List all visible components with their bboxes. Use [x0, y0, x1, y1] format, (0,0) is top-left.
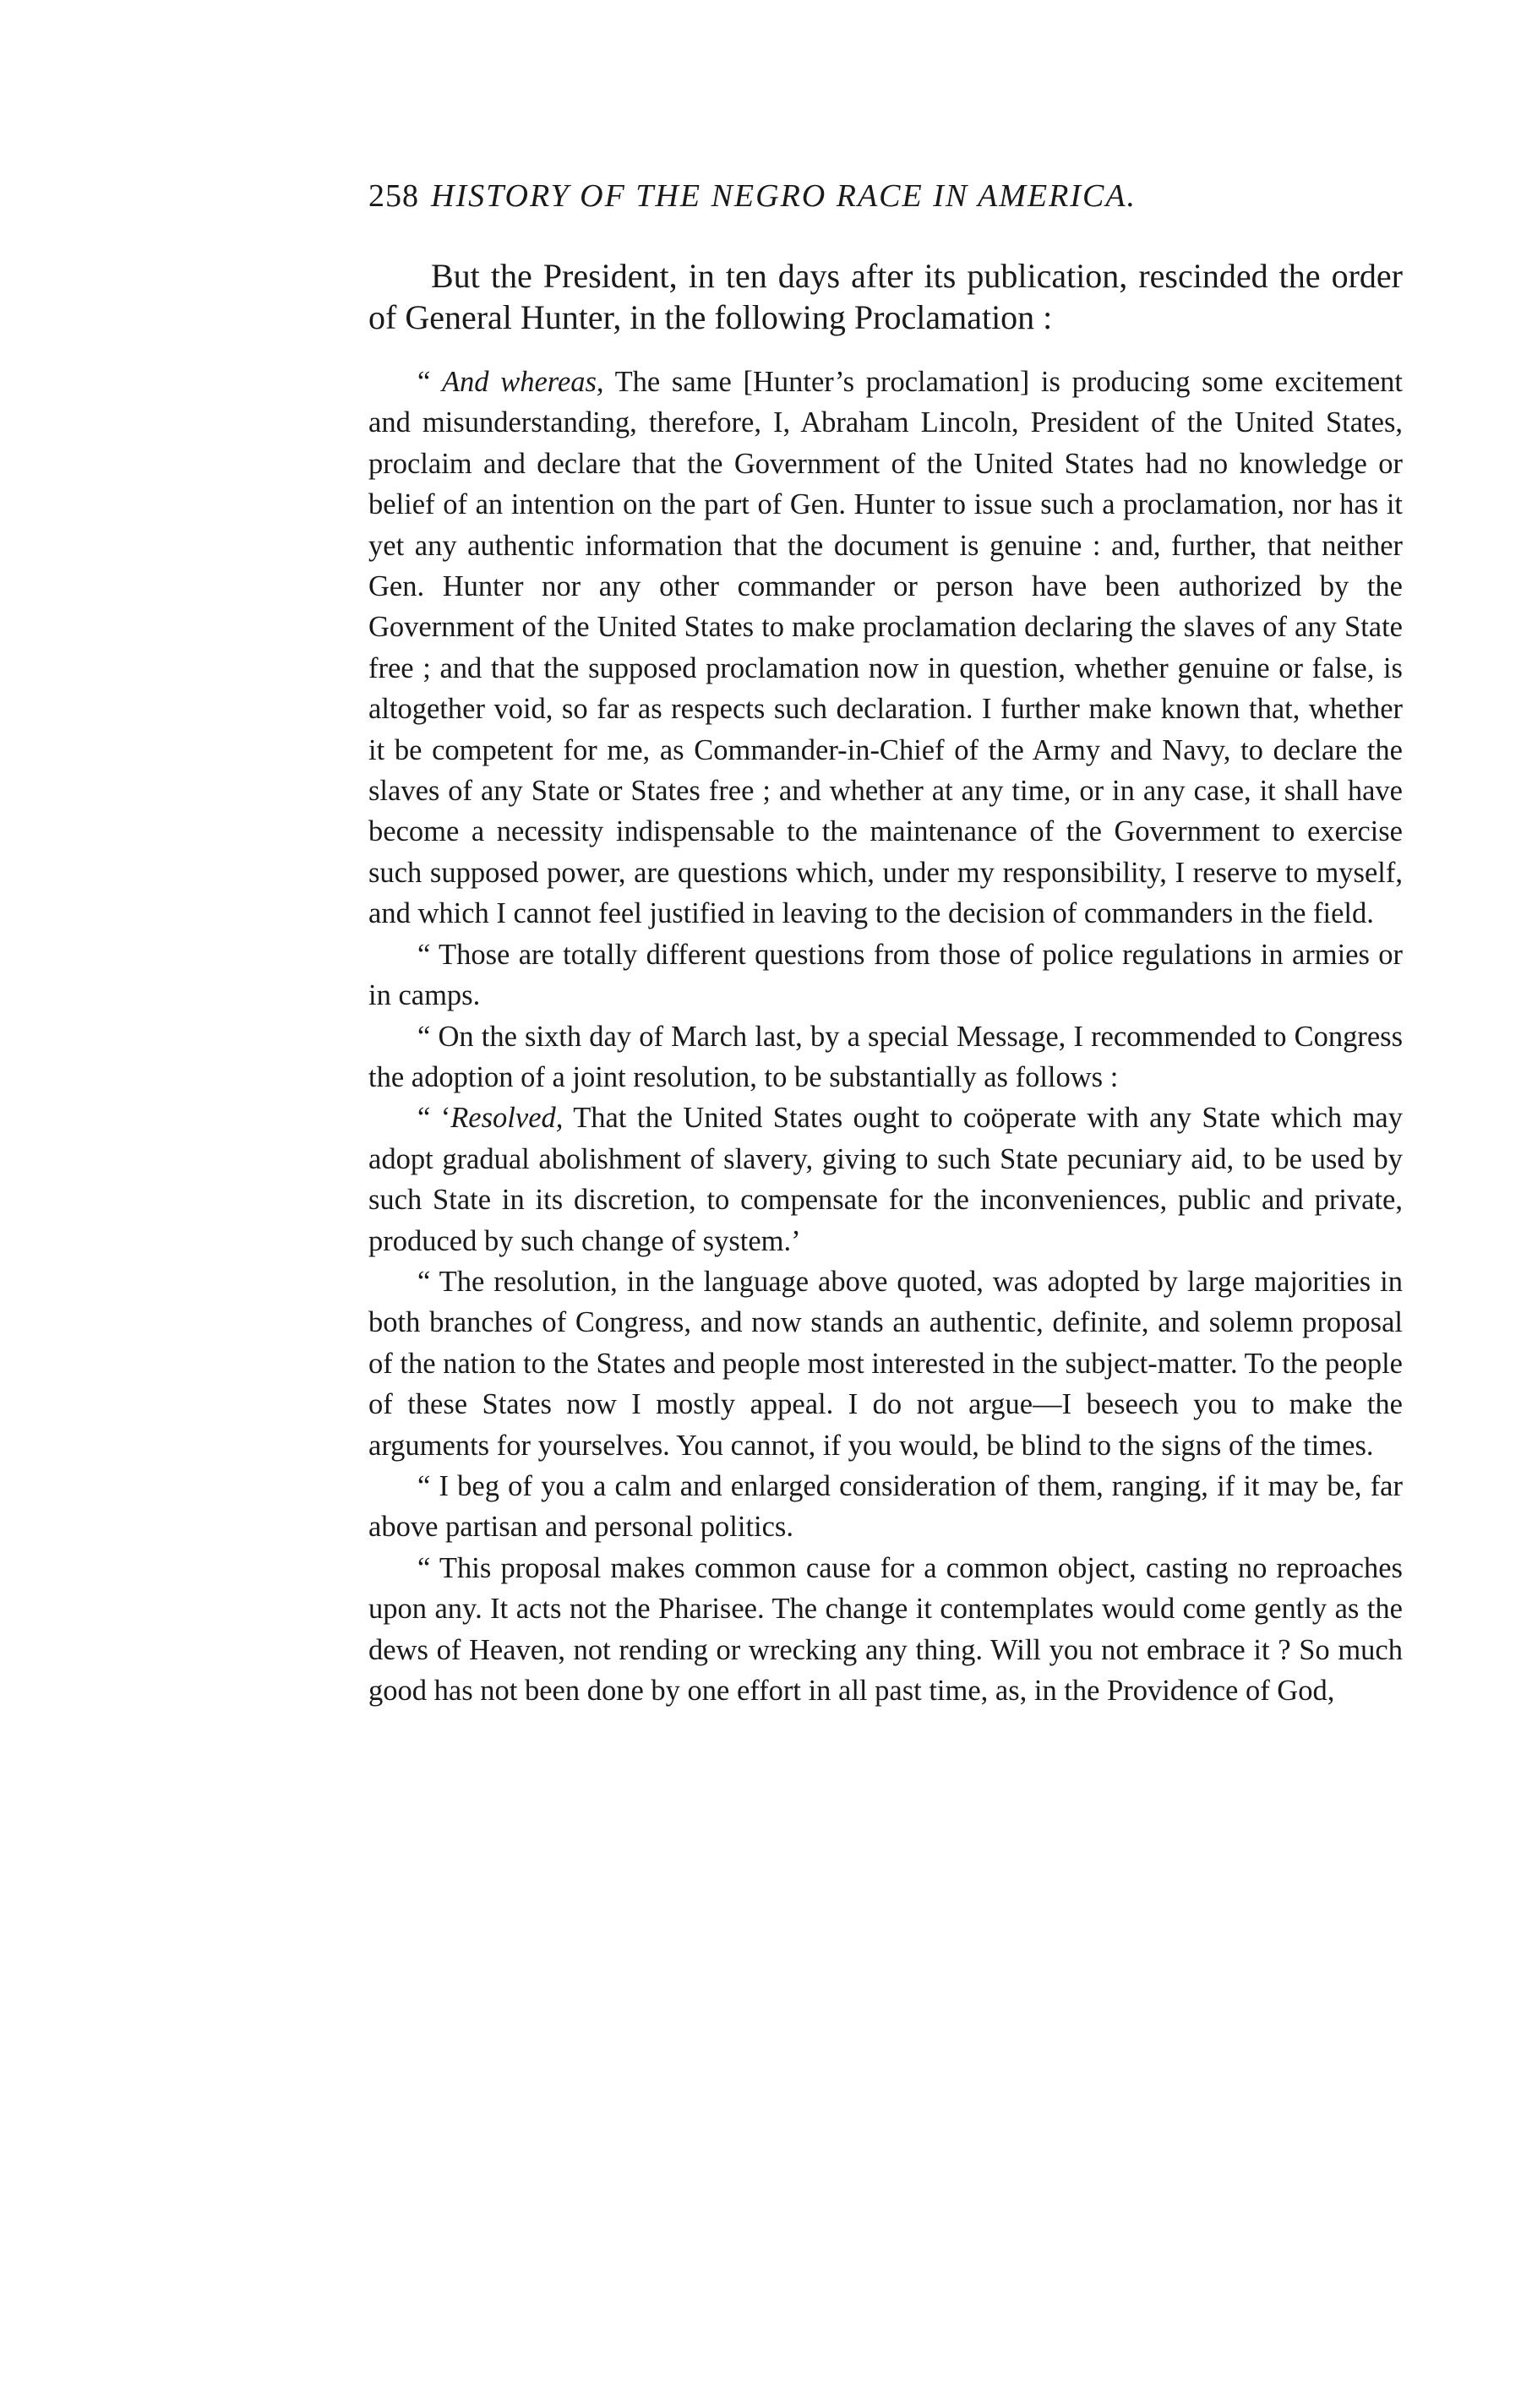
quote-paragraph	[368, 1016, 1403, 1098]
paragraph-text: “ On the sixth day of March last, by a special Message, I recommended to Congress the adoption of a joint resolution, to be substantially as follows :	[368, 1020, 1403, 1093]
running-title: HISTORY OF THE NEGRO RACE IN AMERICA.	[431, 178, 1137, 214]
paragraph-text: “ I beg of you a calm and enlarged consideration of them, ranging, if it may be, far above partisan and personal politics.	[368, 1469, 1403, 1544]
italic-lead: And whereas,	[441, 366, 604, 398]
paragraph-text: “ Those are totally different questions from those of police regulations in armies or in camps.	[368, 938, 1403, 1012]
paragraph-text: “ This proposal makes common cause for a common object, casting no reproaches upon any. It acts not the Pharisee. The change it contemplates would come gently as the dews of Heaven, not rending or wrecking any thing. Will you not embrace it ? So much good has not been done by one effort in all past time, as, in the Providence of God,	[368, 1551, 1403, 1707]
open-quote: “	[417, 366, 442, 398]
paragraph-text: “ The resolution, in the language above quoted, was adopted by large majorities in both branches of Congress, and now stands an authentic, definite, and solemn proposal of the nation to the States and people most interested in the subject-matter. To the people of these States now I mostly appeal. I do not argue—I beseech you to make the arguments for yourselves. You cannot, if you would, be blind to the signs of the times.	[368, 1265, 1403, 1462]
quote-paragraph	[368, 1261, 1403, 1466]
running-head	[368, 177, 1403, 215]
quote-paragraph	[368, 1098, 1403, 1261]
paragraph-text: The same [Hunter’s proclamation] is producing some excitement and misunderstanding, therefore, I, Abraham Lincoln, President of the United States, proclaim and declare that the Government of the United States had no knowledge or belief of an intention on the part of Gen. Hunter to issue such a proclamation, nor has it yet any authentic information that the document is genuine : and, further, that neither Gen. Hunter nor any other commander or person have been authorized by the Government of the United States to make proclamation declaring the slaves of any State free ; and that the supposed proclamation now in question, whether genuine or false, is altogether void, so far as respects such declaration. I further make known that, whether it be competent for me, as Commander-in-Chief of the Army and Navy, to declare the slaves of any State or States free ; and whether at any time, or in any case, it shall have become a necessity indispensable to the maintenance of the Government to exercise such supposed power, are questions which, under my responsibility, I reserve to myself, and which I cannot feel justified in leaving to the decision of commanders in the field.	[368, 366, 1403, 930]
proclamation-quote	[368, 362, 1403, 1711]
intro-paragraph: But the President, in ten days after its publication, rescinded the order of General Hunter, in the following Proclamation :	[368, 257, 1403, 336]
quote-paragraph	[368, 934, 1403, 1016]
paragraph-text: That the United States ought to coöperate with any State which may adopt gradual abolishment of slavery, giving to such State pecuniary aid, to be used by such State in its discretion, to compensate for the inconveniences, public and private, produced by such change of system.’	[368, 1102, 1403, 1257]
italic-lead: Resolved,	[450, 1102, 564, 1135]
quote-paragraph	[368, 1548, 1403, 1712]
page-number: 258	[368, 178, 419, 214]
quote-paragraph	[368, 362, 1403, 934]
open-quote: “ ‘	[417, 1102, 451, 1135]
quote-paragraph	[368, 1466, 1403, 1548]
